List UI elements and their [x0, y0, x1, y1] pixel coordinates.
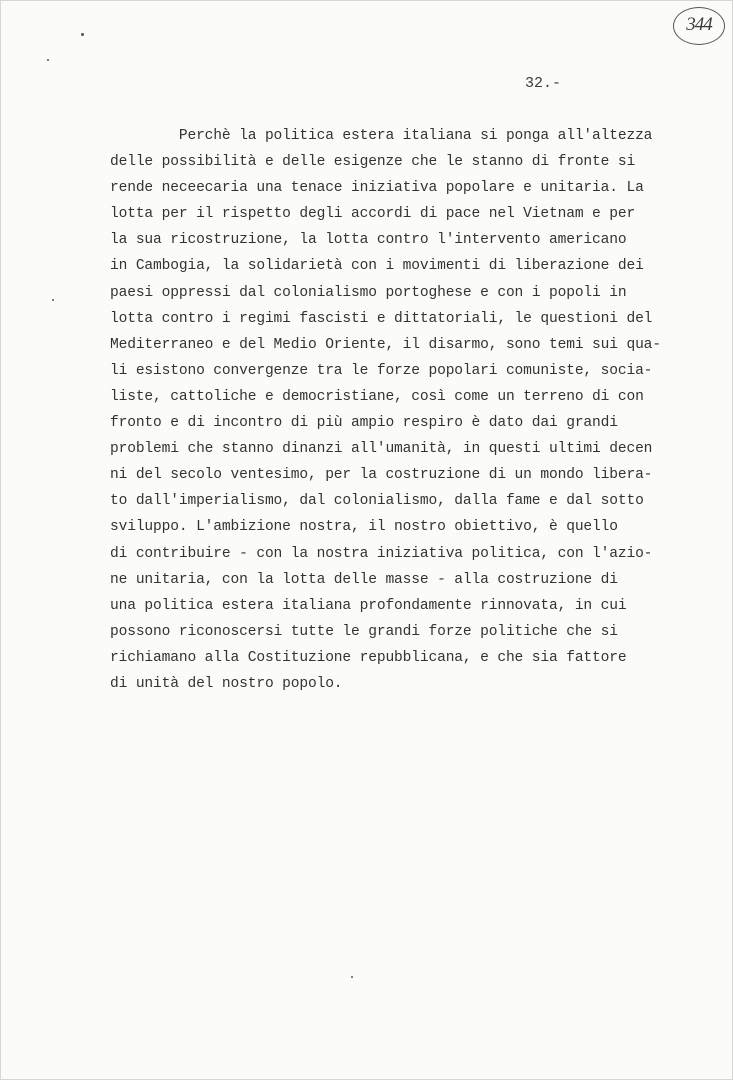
text-line: di contribuire - con la nostra iniziativa politica, con l'azio-	[110, 545, 653, 562]
text-line: in Cambogia, la solidarietà con i movimenti di liberazione dei	[110, 258, 644, 275]
text-line: problemi che stanno dinanzi all'umanità, in questi ultimi decen	[110, 441, 653, 458]
text-line: lotta per il rispetto degli accordi di pace nel Vietnam e per	[110, 206, 636, 223]
text-line: una politica estera italiana profondamente rinnovata, in cui	[110, 597, 627, 614]
ink-speck	[351, 976, 353, 978]
text-line: Perchè la politica estera italiana si ponga all'altezza	[110, 128, 653, 144]
page-number: 32.-	[525, 75, 562, 92]
ink-speck	[52, 299, 54, 301]
text-line: sviluppo. L'ambizione nostra, il nostro obiettivo, è quello	[110, 519, 618, 536]
archive-stamp: 344	[673, 7, 725, 45]
ink-speck	[81, 33, 84, 36]
text-line: Mediterraneo e del Medio Oriente, il disarmo, sono temi sui qua-	[110, 336, 661, 353]
body-text	[110, 123, 710, 697]
text-line: paesi oppressi dal colonialismo portoghese e con i popoli in	[110, 284, 627, 301]
text-line: li esistono convergenze tra le forze popolari comuniste, socia-	[110, 362, 653, 379]
text-line: ne unitaria, con la lotta delle masse - alla costruzione di	[110, 571, 618, 588]
text-line: delle possibilità e delle esigenze che le stanno di fronte si	[110, 154, 636, 171]
text-line: fronto e di incontro di più ampio respiro è dato dai grandi	[110, 415, 618, 432]
text-line: richiamano alla Costituzione repubblicana, e che sia fattore	[110, 649, 627, 666]
text-line: lotta contro i regimi fascisti e dittatoriali, le questioni del	[110, 310, 653, 327]
text-line: to dall'imperialismo, dal colonialismo, dalla fame e dal sotto	[110, 493, 644, 510]
text-line: la sua ricostruzione, la lotta contro l'intervento americano	[110, 232, 627, 249]
text-line: possono riconoscersi tutte le grandi forze politiche che si	[110, 623, 618, 640]
text-line: rende neceecaria una tenace iniziativa popolare e unitaria. La	[110, 180, 644, 197]
text-line: di unità del nostro popolo.	[110, 675, 343, 692]
text-line: ni del secolo ventesimo, per la costruzione di un mondo libera-	[110, 467, 653, 484]
text-line: liste, cattoliche e democristiane, così come un terreno di con	[110, 388, 644, 405]
ink-speck	[47, 59, 49, 61]
